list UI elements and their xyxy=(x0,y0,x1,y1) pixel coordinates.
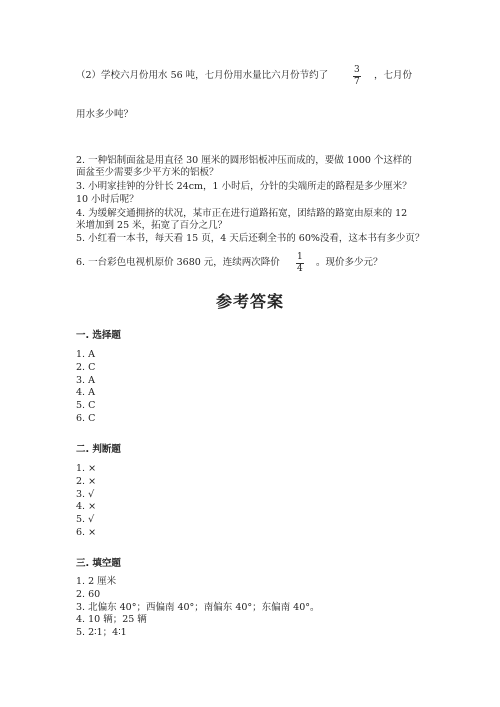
question-6-text-before: 6. 一台彩色电视机原价 3680 元，连续两次降价 xyxy=(76,257,280,268)
fraction-numerator: 3 xyxy=(354,65,360,75)
question-6-text-after: 。现价多少元？ xyxy=(316,257,383,268)
answer-item: 2. 60 xyxy=(76,588,101,600)
section-heading-choice: 一. 选择题 xyxy=(76,330,121,341)
section-heading-judge: 二. 判断题 xyxy=(76,444,121,455)
answer-item: 5. 2∶1；4∶1 xyxy=(76,627,127,639)
answer-item: 4. × xyxy=(76,501,97,513)
answer-item: 4. 10 辆；25 辆 xyxy=(76,614,147,626)
answer-item: 2. × xyxy=(76,475,97,487)
answer-item: 5. √ xyxy=(76,514,95,526)
answer-item: 3. A xyxy=(76,374,95,386)
question-2-line-2: 用水多少吨？ xyxy=(76,109,134,120)
question-2-text-before: （2）学校六月份用水 56 吨，七月份用水量比六月份节约了 xyxy=(76,70,329,81)
question-line: 米增加到 25 米，拓宽了百分之几？ xyxy=(76,220,228,231)
question-2-line-1 xyxy=(76,70,328,82)
fraction-1-4 xyxy=(296,253,304,274)
fraction-denominator: 4 xyxy=(297,264,303,274)
fraction-denominator: 7 xyxy=(354,77,360,87)
answer-list-fill xyxy=(76,576,320,640)
answer-item: 5. C xyxy=(76,400,96,412)
answer-title: 参考答案 xyxy=(215,292,284,311)
answer-item: 6. C xyxy=(76,412,96,424)
answer-list-choice xyxy=(76,349,95,426)
question-line: 10 小时后呢？ xyxy=(76,194,139,205)
answer-item: 4. A xyxy=(76,387,95,399)
fraction-3-7 xyxy=(353,66,361,87)
question-2-text-after: ，七月份 xyxy=(374,70,413,81)
question-line: 面盆至少需要多少平方米的铝板？ xyxy=(76,167,219,178)
question-line: 5. 小红看一本书，每天看 15 页，4 天后还剩全书的 60%没看，这本书有多少页？ xyxy=(76,233,425,244)
answer-list-judge xyxy=(76,463,96,540)
answer-item: 3. √ xyxy=(76,488,95,500)
answer-item: 6. × xyxy=(76,526,97,538)
answer-item: 1. A xyxy=(76,349,95,360)
answer-item: 3. 北偏东 40°；西偏南 40°；南偏东 40°；东偏南 40°。 xyxy=(76,601,320,613)
question-line: 3. 小明家挂钟的分针长 24cm，1 小时后，分针的尖端所走的路程是多少厘米？ xyxy=(76,181,412,192)
fraction-numerator: 1 xyxy=(297,252,303,262)
section-heading-fill: 三. 填空题 xyxy=(76,558,121,569)
answer-item: 1. 2 厘米 xyxy=(76,576,117,587)
question-line: 2. 一种铝制面盆是用直径 30 厘米的圆形铝板冲压而成的，要做 1000 个这样的 xyxy=(76,155,412,166)
answer-item: 1. × xyxy=(76,463,97,474)
answer-item: 2. C xyxy=(76,361,96,373)
question-line: 4. 为缓解交通拥挤的状况，某市正在进行道路拓宽，团结路的路宽由原来的 12 xyxy=(76,208,408,219)
